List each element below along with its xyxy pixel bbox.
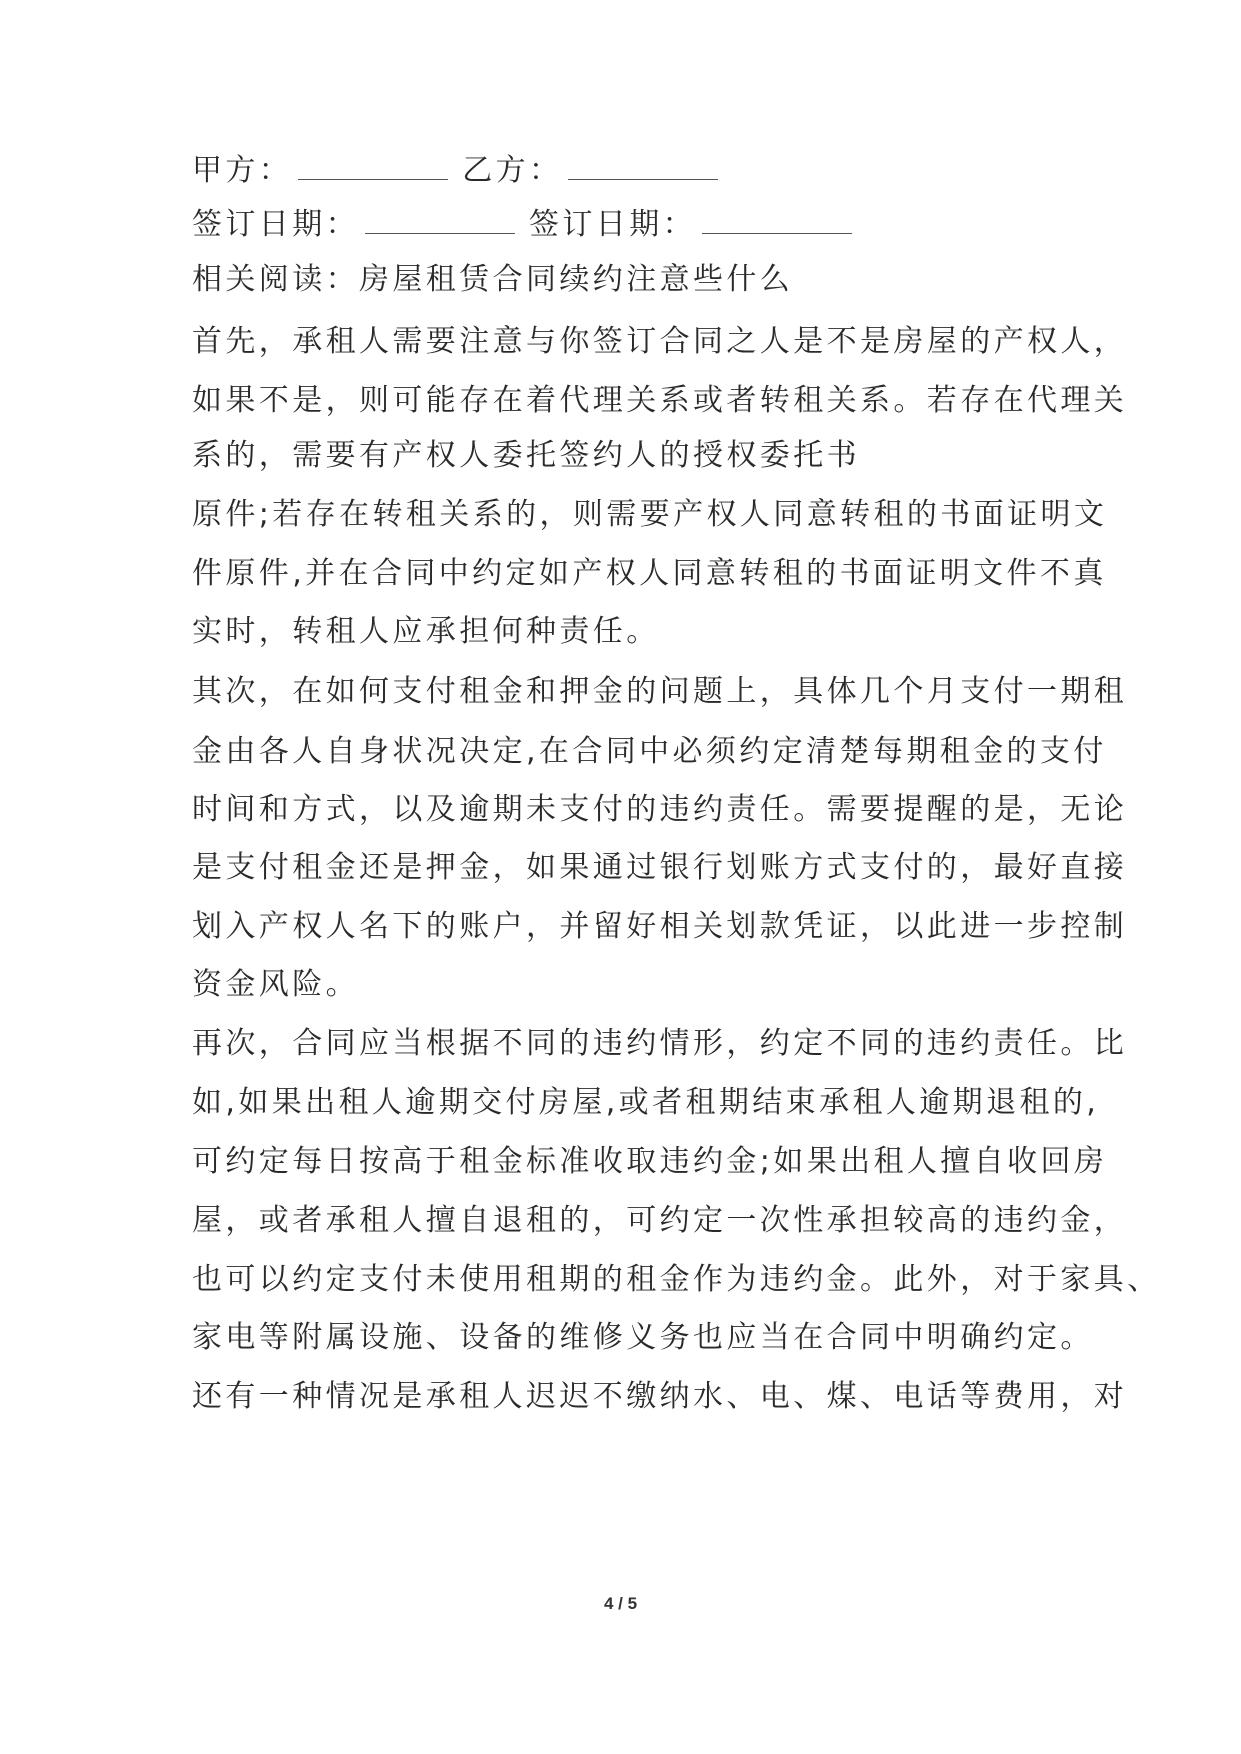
body-line: 如,如果出租人逾期交付房屋,或者租期结束承租人逾期退租的, [192,1085,1100,1120]
body-line: 还有一种情况是承租人迟迟不缴纳水、电、煤、电话等费用，对 [192,1379,1128,1414]
page-number: 4 / 5 [603,1594,638,1613]
body-line: 也可以约定支付未使用租期的租金作为违约金。此外，对于家具、 [192,1262,1161,1297]
party-b-label: 乙方： [462,153,563,188]
body-line: 再次，合同应当根据不同的违约情形，约定不同的违约责任。比 [192,1026,1128,1061]
body-line: 划入产权人名下的账户，并留好相关划款凭证，以此进一步控制 [192,909,1128,944]
signature-row-dates [192,205,866,245]
body-line: 是支付租金还是押金，如果通过银行划账方式支付的，最好直接 [192,850,1128,885]
body-line: 家电等附属设施、设备的维修义务也应当在合同中明确约定。 [192,1320,1094,1355]
party-a-blank [298,157,448,180]
date-a-label: 签订日期： [192,207,359,242]
body-line: 屋，或者承租人擅自退租的，可约定一次性承担较高的违约金， [192,1203,1128,1238]
body-line: 原件;若存在转租关系的，则需要产权人同意转租的书面证明文 [192,497,1108,532]
body-line: 系的，需要有产权人委托签约人的授权委托书 [192,438,860,473]
body-line: 时间和方式，以及逾期未支付的违约责任。需要提醒的是，无论 [192,792,1128,827]
date-b-blank [702,211,852,234]
body-line: 其次，在如何支付租金和押金的问题上，具体几个月支付一期租 [192,674,1128,709]
signature-row-parties [192,151,732,191]
body-line: 首先，承租人需要注意与你签订合同之人是不是房屋的产权人， [192,324,1128,359]
date-a-blank [365,211,515,234]
body-line: 资金风险。 [192,967,359,1002]
body-line: 件原件,并在合同中约定如产权人同意转租的书面证明文件不真 [192,556,1107,591]
date-b-label: 签订日期： [529,207,696,242]
related-reading-heading: 相关阅读：房屋租赁合同续约注意些什么 [192,262,794,297]
party-a-label: 甲方： [192,153,293,188]
body-line: 实时，转租人应承担何种责任。 [192,614,660,649]
body-line: 金由各人自身状况决定,在合同中必须约定清楚每期租金的支付 [192,734,1107,769]
body-line: 可约定每日按高于租金标准收取违约金;如果出租人擅自收回房 [192,1144,1108,1179]
party-b-blank [568,157,718,180]
body-line: 如果不是，则可能存在着代理关系或者转租关系。若存在代理关 [192,383,1128,418]
